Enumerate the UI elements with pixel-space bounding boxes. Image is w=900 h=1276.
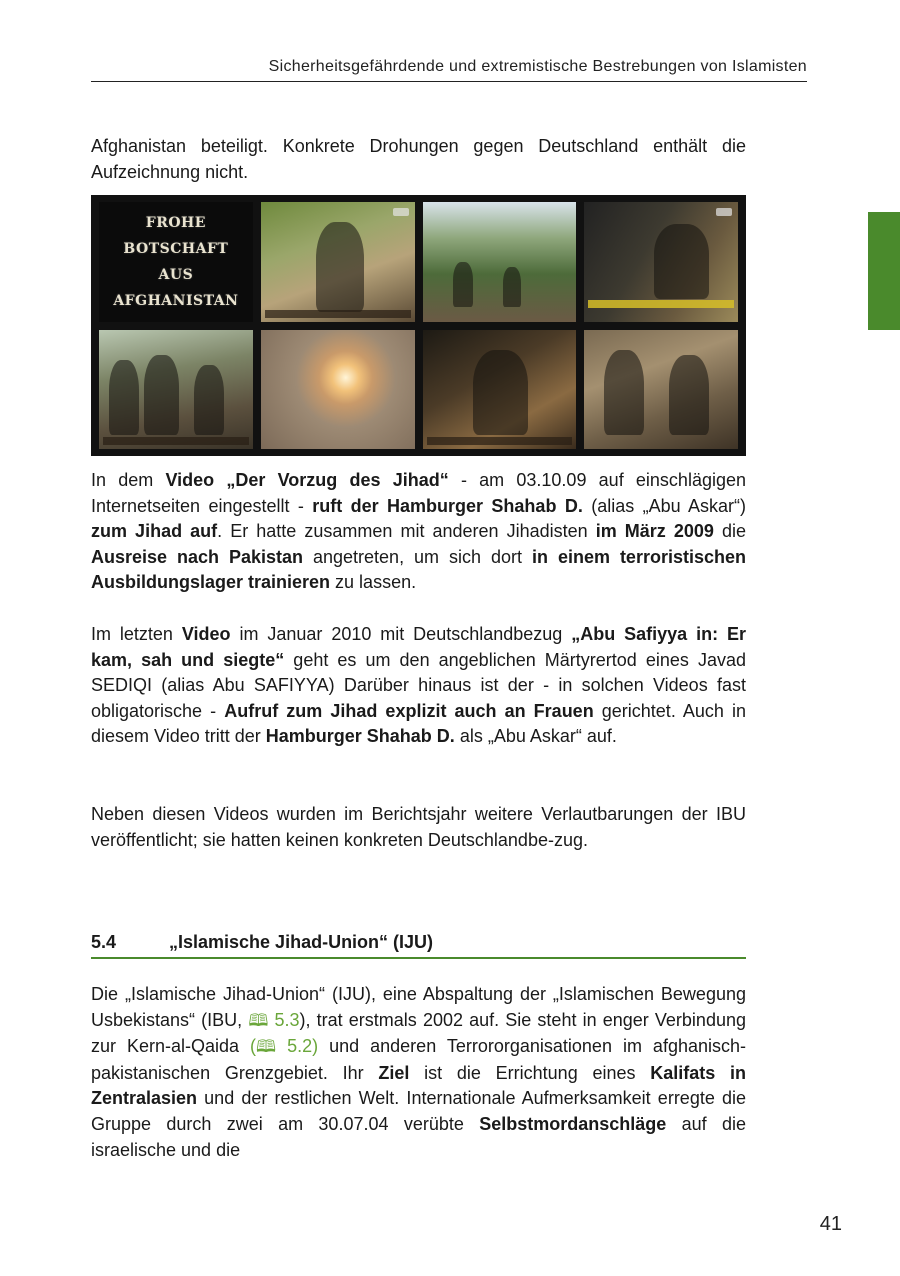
paragraph-4-text: Neben diesen Videos wurden im Berichtsjahr weitere Verlautbarungen der IBU veröffentlicht; sie hatten keinen konkreten Deutschlandbe-zug. (91, 804, 746, 850)
section-number: 5.4 (91, 932, 117, 952)
paragraph-2-text (91, 468, 746, 596)
collage-title-line: AFGHANISTAN (113, 292, 239, 309)
bold-run: Hamburger Shahab D. (265, 726, 455, 747)
bold-run: im März 2009 (595, 521, 714, 542)
text-run: ), trat erstmals 2002 auf. Sie steht in enger Verbindung zur Kern-al-Qaida (91, 1009, 746, 1057)
paragraph-1 (91, 134, 746, 185)
video-logo-mark (393, 208, 409, 216)
video-still-fighters-group (99, 330, 253, 450)
video-still-fighter-portrait (423, 330, 577, 450)
chapter-thumb-tab (868, 212, 900, 330)
text-run: und anderen Terrororganisationen im afghanisch-pakistanischen Grenzgebiet. Ihr (91, 1036, 746, 1083)
book-reference-icon[interactable]: 🕮 (248, 1010, 269, 1031)
bold-run: Ziel (378, 1062, 410, 1083)
bold-run: Kalifats in Zentralasien (91, 1062, 746, 1109)
collage-title-line: BOTSCHAFT (123, 240, 229, 257)
running-header (91, 58, 807, 82)
still-caption-bar (265, 310, 411, 318)
text-run: geht es um den angeblichen Märtyrertod eines Javad SEDIQI (alias Abu SAFIYYA) Darüber hinaus ist der - in solchen Videos fast obligatorische - (91, 649, 746, 721)
text-run: gerichtet. Auch in diesem Video tritt der (91, 700, 747, 747)
running-title: Sicherheitsgefährdende und extremistische Bestrebungen von Islamisten (268, 58, 807, 75)
bold-run: Aufruf zum Jihad explizit auch an Frauen (224, 700, 594, 721)
bold-run: zum Jihad auf (91, 521, 218, 542)
collage-title-tile (99, 202, 253, 322)
paragraph-3 (91, 622, 746, 750)
bold-run: Ausreise nach Pakistan (91, 546, 304, 567)
video-still-explosion (261, 330, 415, 450)
collage-title-line: AUS (158, 266, 194, 283)
bold-run: Video „Der Vorzug des Jihad“ (165, 470, 449, 490)
cross-reference-link[interactable]: 5.3 (274, 1009, 300, 1030)
paragraph-5 (91, 982, 746, 1163)
text-run: zu lassen. (330, 572, 417, 593)
text-run: als „Abu Askar“ auf. (454, 726, 617, 747)
video-logo-mark (716, 208, 732, 216)
video-still-speaker-banner (584, 202, 738, 322)
text-run: und der restlichen Welt. Internationale Aufmerksamkeit erregte die Gruppe durch zwei am 30.07.04 verübte (91, 1088, 746, 1134)
cross-reference-link[interactable]: 5.2) (287, 1036, 319, 1057)
video-still-collage (91, 195, 746, 456)
still-caption-bar (103, 437, 249, 445)
text-run: die (713, 521, 747, 542)
text-run: - am 03.10.09 auf einschlägigen Internetseiten eingestellt - (91, 470, 746, 516)
text-run: . Er hatte zusammen mit anderen Jihadisten (217, 521, 596, 542)
still-caption-bar (588, 300, 734, 308)
bold-run: „Abu Safiyya in: Er kam, sah und siegte“ (91, 624, 746, 670)
book-reference-icon[interactable]: 🕮 (256, 1037, 277, 1058)
paragraph-1-text: Afghanistan beteiligt. Konkrete Drohungen gegen Deutschland enthält die Aufzeichnung nicht. (91, 136, 746, 182)
bold-run: Selbstmordanschläge (479, 1113, 667, 1134)
text-run: im Januar 2010 mit Deutschlandbezug (230, 624, 572, 644)
paragraph-3-text (91, 622, 746, 750)
paragraph-2 (91, 468, 746, 596)
text-run: angetreten, um sich dort (303, 546, 532, 567)
cross-reference-paren: ( (250, 1036, 257, 1057)
collage-title (113, 210, 238, 314)
bold-run: Video (181, 624, 231, 644)
video-still-speaker (261, 202, 415, 322)
text-run: auf die israelische und die (91, 1113, 746, 1160)
video-still-armed-fighters (584, 330, 738, 450)
bold-run: in einem terroristischen Ausbildungslager trainieren (91, 546, 746, 593)
section-heading (91, 930, 746, 959)
text-run: Die „Islamische Jihad-Union“ (IJU), eine Abspaltung der „Islamischen Bewegung Usbekistans“ (IBU, (91, 984, 746, 1030)
collage-grid (99, 202, 738, 449)
collage-title-line: FROHE (145, 214, 206, 231)
page-number: 41 (819, 1213, 842, 1235)
paragraph-5-text (91, 982, 746, 1163)
bold-run: ruft der Hamburger Shahab D. (312, 495, 583, 516)
text-run: Im letzten (91, 624, 182, 644)
text-run: ist die Errichtung eines (409, 1062, 651, 1083)
text-run: (alias „Abu Askar“) (582, 495, 747, 516)
video-still-forest-group (423, 202, 577, 322)
paragraph-4 (91, 802, 746, 853)
section-title: „Islamische Jihad-Union“ (IJU) (169, 932, 434, 952)
text-run: In dem (91, 470, 166, 490)
still-caption-bar (427, 437, 573, 445)
